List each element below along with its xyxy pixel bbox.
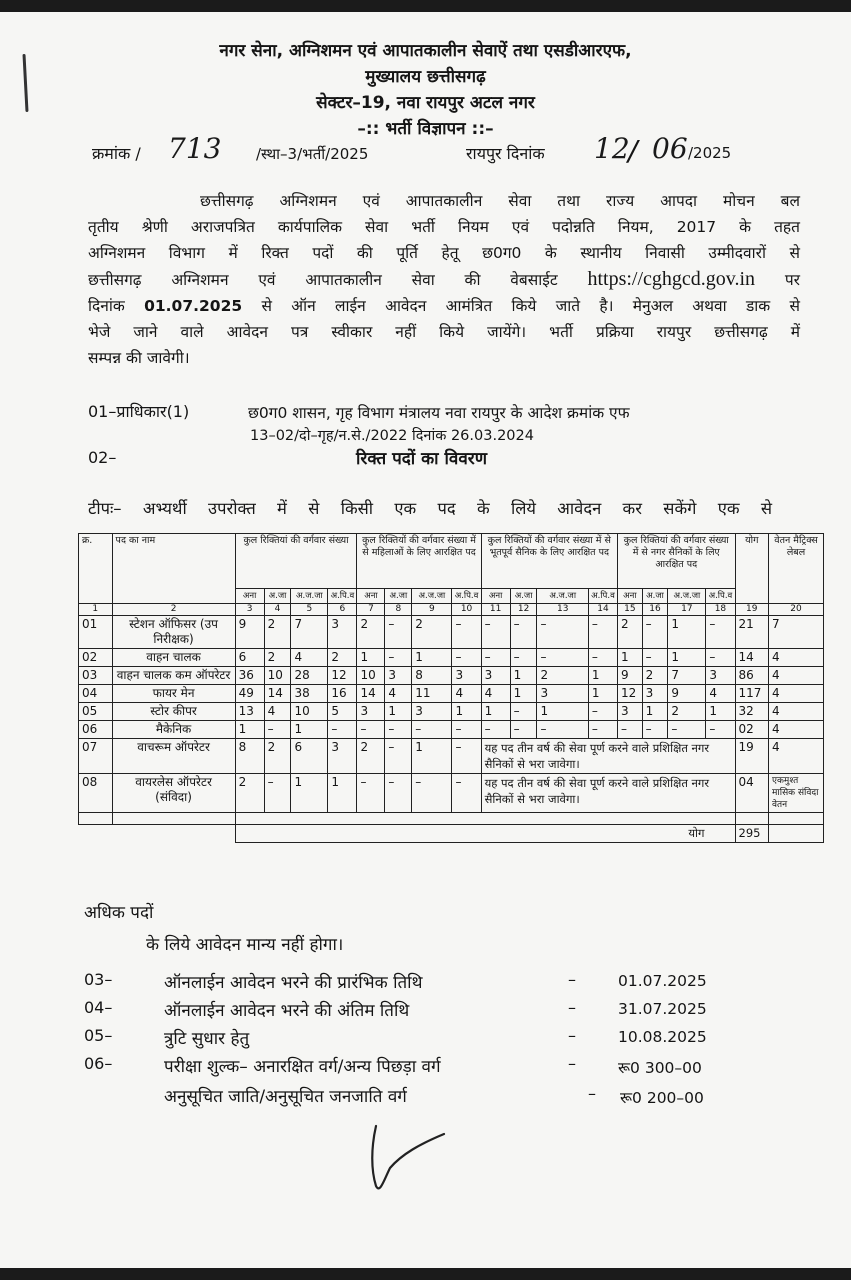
row-homeguard-value: – [668,721,706,739]
screen-bottom-bar [0,1268,851,1280]
row-post-name: स्टेशन ऑफिसर (उप निरीक्षक) [112,616,235,649]
intro-line-2: तृतीय श्रेणी अराजपत्रित कार्यपालिक सेवा भर्ती नियम एवं पदोन्नति नियम, 2017 के तहत [88,218,800,236]
col-total-header: कुल रिक्तियां की वर्गवार संख्या [235,534,357,589]
row-homeguard-value: 3 [618,703,643,721]
table-row [79,774,824,813]
row-sno: 01 [79,616,113,649]
row-total-value: 3 [328,739,357,774]
cat-label: अ.पि.व [588,589,617,604]
row-women-value: 2 [357,739,385,774]
row-pay-level: 4 [769,667,824,685]
document-page [0,12,851,1268]
row-sum: 14 [735,649,769,667]
row-homeguard-value: 2 [668,703,706,721]
row-total-value: 1 [291,774,328,813]
intro-start-date: 01.07.2025 [144,297,243,315]
schedule-item-number: 05– [84,1026,113,1045]
row-women-value: 4 [452,685,481,703]
row-homeguard-value: – [642,616,668,649]
row-pay-level: एकमुश्त मासिक संविदा वेतन [769,774,824,813]
row-total-value: 3 [328,616,357,649]
ref-number-handwritten: 713 [168,132,222,165]
row-homeguard-value: 9 [618,667,643,685]
col-pay-header: वेतन मैट्रिक्स लेबल [769,534,824,604]
notice-title: –:: भर्ती विज्ञापन ::– [357,119,494,139]
column-number: 3 [235,604,264,616]
col-post-header: पद का नाम [112,534,235,604]
row-total-value: 2 [235,774,264,813]
schedule-item-label: अनुसूचित जाति/अनुसूचित जनजाति वर्ग [164,1087,407,1107]
total-row [79,825,824,843]
row-sum: 04 [735,774,769,813]
schedule-item-dash: – [568,1026,576,1045]
intro-line-5-text: से ऑन लाईन आवेदन आमंत्रित किये जाते है। मेनुअल अथवा डाक से [261,297,800,315]
intro-line-4-text: छत्तीसगढ़ अग्निशमन एवं आपातकालीन सेवा की वेबसाईट [88,271,558,289]
intro-line-4-end: पर [784,271,800,289]
row-exservice-value: 1 [588,685,617,703]
row-post-name: वाहन चालक [112,649,235,667]
schedule-item-value: 31.07.2025 [618,1000,707,1018]
row-pay-level: 4 [769,721,824,739]
row-homeguard-value: 9 [668,685,706,703]
table-row [79,616,824,649]
table-row [79,721,824,739]
row-sum: 32 [735,703,769,721]
row-homeguard-value: 12 [618,685,643,703]
row-post-name: वायरलेस ऑपरेटर (संविदा) [112,774,235,813]
column-number: 10 [452,604,481,616]
row-women-value: 1 [412,739,452,774]
row-pay-level: 4 [769,703,824,721]
schedule-item-number: 03– [84,970,113,989]
row-homeguard-value: 1 [706,703,735,721]
row-homeguard-value: 1 [642,703,668,721]
row-post-name: स्टोर कीपर [112,703,235,721]
row-homeguard-value: – [706,721,735,739]
row-homeguard-value: 7 [668,667,706,685]
schedule-item-value: रू0 200–00 [620,1089,704,1107]
column-number: 2 [112,604,235,616]
row-women-value: – [412,774,452,813]
row-women-value: – [385,739,412,774]
row-women-value: 1 [412,649,452,667]
row-exservice-value: – [537,616,588,649]
column-number: 5 [291,604,328,616]
cat-label: अ.ज.जा [537,589,588,604]
row-total-value: 2 [264,739,291,774]
column-number: 12 [510,604,537,616]
row-total-value: 6 [235,649,264,667]
row-women-value: 10 [357,667,385,685]
column-number: 15 [618,604,643,616]
row-total-value: 7 [291,616,328,649]
address-line: सेक्टर–19, नवा रायपुर अटल नगर [316,93,535,113]
table-row [79,739,824,774]
schedule-item-dash: – [568,970,576,989]
row-women-value: – [385,721,412,739]
row-exservice-value: 1 [481,703,510,721]
row-exservice-value: 1 [588,667,617,685]
more-posts-line-2: के लिये आवेदन मान्य नहीं होगा। [146,935,344,955]
more-posts-text: अधिक पदों [84,903,154,923]
row-total-value: 49 [235,685,264,703]
cat-label: अ.जा [510,589,537,604]
cat-label: अ.जा [642,589,668,604]
schedule-item-dash: – [588,1084,596,1103]
row-sno: 08 [79,774,113,813]
table-row [79,667,824,685]
date-slash: / [628,134,638,167]
row-total-value: 14 [264,685,291,703]
cat-label: अ.ज.जा [668,589,706,604]
column-number: 16 [642,604,668,616]
row-exservice-value: – [510,703,537,721]
column-number: 17 [668,604,706,616]
row-exservice-value: – [537,721,588,739]
blank-cell [769,813,824,825]
blank-cell [112,813,235,825]
row-total-value: 13 [235,703,264,721]
row-total-value: 38 [291,685,328,703]
column-number: 11 [481,604,510,616]
row-post-name: वाचरूम ऑपरेटर [112,739,235,774]
row-total-value: – [264,721,291,739]
row-homeguard-value: 3 [706,667,735,685]
col-homeguard-header: कुल रिक्तियां की वर्गवार संख्या में से नगर सैनिकों के लिए आरक्षित पद [618,534,735,589]
schedule-item-label: परीक्षा शुल्क– अनारक्षित वर्ग/अन्य पिछड़ा वर्ग [164,1057,441,1077]
row-exservice-value: – [537,649,588,667]
column-number: 19 [735,604,769,616]
row-women-value: 3 [357,703,385,721]
row-exservice-value: – [481,721,510,739]
schedule-item-label: त्रुटि सुधार हेतु [164,1029,250,1049]
row-exservice-value: 1 [510,667,537,685]
vacancy-table [78,533,824,843]
row-total-value: 2 [264,616,291,649]
row-total-value: 4 [291,649,328,667]
cat-label: अ.ज.जा [291,589,328,604]
date-day-handwritten: 12 [594,132,630,165]
schedule-item-label: ऑनलाईन आवेदन भरने की अंतिम तिथि [164,1001,410,1021]
column-number: 9 [412,604,452,616]
total-label: योग [235,825,735,843]
column-number: 7 [357,604,385,616]
row-women-value: 3 [412,703,452,721]
row-pay-level: 4 [769,685,824,703]
row-women-value: 1 [357,649,385,667]
row-women-value: 8 [412,667,452,685]
cat-label: अ.ज.जा [412,589,452,604]
row-sno: 05 [79,703,113,721]
row-post-name: वाहन चालक कम ऑपरेटर [112,667,235,685]
row-women-value: – [385,616,412,649]
row-sno: 06 [79,721,113,739]
row-women-value: 2 [357,616,385,649]
row-exservice-value: 1 [510,685,537,703]
website-link[interactable]: https://cghgcd.gov.in [587,268,756,290]
col-exservice-header: कुल रिक्तियों की वर्गवार संख्या में से भूतपूर्व सैनिक के लिए आरक्षित पद [481,534,617,589]
row-women-value: 3 [452,667,481,685]
cat-label: अ.पि.व [328,589,357,604]
row-note: यह पद तीन वर्ष की सेवा पूर्ण करने वाले प्रशिक्षित नगर सैनिकों से भरा जावेगा। [481,739,735,774]
row-women-value: – [452,739,481,774]
row-total-value: 5 [328,703,357,721]
row-homeguard-value: 2 [618,616,643,649]
column-number: 8 [385,604,412,616]
table-row [79,685,824,703]
blank-cell [79,813,113,825]
cat-label: अना [235,589,264,604]
row-total-value: 8 [235,739,264,774]
row-homeguard-value: – [706,649,735,667]
cat-label: अना [357,589,385,604]
row-women-value: 4 [385,685,412,703]
row-total-value: – [264,774,291,813]
blank-row [79,813,824,825]
row-homeguard-value: 3 [642,685,668,703]
intro-line-7: सम्पन्न की जावेगी। [88,349,190,367]
row-sno: 04 [79,685,113,703]
row-post-name: मैकेनिक [112,721,235,739]
row-women-value: 1 [385,703,412,721]
row-women-value: 11 [412,685,452,703]
row-exservice-value: – [510,616,537,649]
row-homeguard-value: – [642,649,668,667]
column-number: 6 [328,604,357,616]
cat-label: अना [618,589,643,604]
row-homeguard-value: 1 [668,649,706,667]
row-total-value: 1 [328,774,357,813]
row-total-value: 1 [235,721,264,739]
blank-cell [735,813,769,825]
row-total-value: 2 [328,649,357,667]
row-total-value: 10 [291,703,328,721]
table-row [79,649,824,667]
intro-paragraph [88,188,800,371]
row-sum: 117 [735,685,769,703]
blank-cell [235,813,735,825]
screen-top-bar [0,0,851,12]
row-exservice-value: 3 [537,685,588,703]
row-women-value: – [452,616,481,649]
total-pay-cell [769,825,824,843]
schedule-item-label: ऑनलाईन आवेदन भरने की प्रारंभिक तिथि [164,973,423,993]
row-women-value: 1 [452,703,481,721]
schedule-item-number: 04– [84,998,113,1017]
column-number: 14 [588,604,617,616]
intro-line-4 [88,266,800,293]
vacancy-table-body [79,616,824,813]
col-women-header: कुल रिक्तियों की वर्गवार संख्या में से महिलाओं के लिए आरक्षित पद [357,534,481,589]
row-exservice-value: – [588,703,617,721]
row-women-value: – [385,774,412,813]
row-women-value: 2 [412,616,452,649]
cat-label: अ.जा [264,589,291,604]
row-homeguard-value: – [618,721,643,739]
row-exservice-value: – [510,649,537,667]
row-homeguard-value: – [642,721,668,739]
row-homeguard-value: 1 [618,649,643,667]
intro-date-label: दिनांक [88,297,125,315]
row-sno: 07 [79,739,113,774]
date-month-handwritten: 06 [652,132,688,165]
vacancy-details-title: रिक्त पदों का विवरण [356,449,488,469]
schedule-item-dash: – [568,998,576,1017]
row-total-value: 2 [264,649,291,667]
column-number: 20 [769,604,824,616]
table-row [79,703,824,721]
col-sno-header: क्र. [79,534,113,604]
cat-label: अना [481,589,510,604]
ref-code: /स्था–3/भर्ती/2025 [256,145,369,163]
column-number: 18 [706,604,735,616]
row-total-value: 9 [235,616,264,649]
column-number-row [79,604,824,616]
row-exservice-value: 2 [537,667,588,685]
row-pay-level: 4 [769,649,824,667]
row-homeguard-value: – [706,616,735,649]
row-sum: 21 [735,616,769,649]
row-sno: 02 [79,649,113,667]
authority-line-1: छ0ग0 शासन, गृह विभाग मंत्रालय नवा रायपुर के आदेश क्रमांक एफ [248,404,630,422]
intro-line-3: अग्निशमन विभाग में रिक्त पदों की पूर्ति हेतू छ0ग0 के स्थानीय निवासी उम्मीदवारों से [88,244,800,262]
row-women-value: 3 [385,667,412,685]
row-women-value: – [452,649,481,667]
row-homeguard-value: 1 [668,616,706,649]
row-pay-level: 7 [769,616,824,649]
cat-label: अ.पि.व [706,589,735,604]
row-women-value: 14 [357,685,385,703]
authority-line-2: 13–02/दो–गृह/न.से./2022 दिनांक 26.03.2024 [250,428,534,444]
schedule-item-value: 10.08.2025 [618,1028,707,1046]
row-exservice-value: – [481,649,510,667]
ref-label: क्रमांक / [92,144,141,163]
col-sum-header: योग [735,534,769,604]
authority-label: 01–प्राधिकार(1) [88,402,190,421]
row-exservice-value: 3 [481,667,510,685]
row-homeguard-value: 2 [642,667,668,685]
row-women-value: – [412,721,452,739]
row-note: यह पद तीन वर्ष की सेवा पूर्ण करने वाले प्रशिक्षित नगर सैनिकों से भरा जावेगा। [481,774,735,813]
row-pay-level: 4 [769,739,824,774]
table-header-row [79,534,824,589]
org-name-line: नगर सेना, अग्निशमन एवं आपातकालीन सेवाऐं तथा एसडीआरएफ, [219,41,632,61]
row-exservice-value: – [510,721,537,739]
row-total-value: 28 [291,667,328,685]
row-post-name: फायर मेन [112,685,235,703]
intro-line-6: भेजे जाने वाले आवेदन पत्र स्वीकार नहीं किये जायेंगे। भर्ती प्रक्रिया रायपुर छत्तीसगढ़ में [88,323,800,341]
row-total-value: 10 [264,667,291,685]
row-exservice-value: – [588,649,617,667]
schedule-item-value: रू0 300–00 [618,1059,702,1077]
column-number: 13 [537,604,588,616]
cat-label: अ.जा [385,589,412,604]
total-row-spacer [79,825,236,843]
cat-label: अ.पि.व [452,589,481,604]
row-women-value: – [357,774,385,813]
row-total-value: 1 [291,721,328,739]
row-exservice-value: 4 [481,685,510,703]
row-exservice-value: – [481,616,510,649]
row-women-value: – [385,649,412,667]
row-sum: 19 [735,739,769,774]
row-total-value: 4 [264,703,291,721]
hq-line: मुख्यालय छत्तीसगढ़ [365,67,486,87]
column-number: 4 [264,604,291,616]
row-total-value: 12 [328,667,357,685]
column-number: 1 [79,604,113,616]
row-total-value: 16 [328,685,357,703]
row-women-value: – [357,721,385,739]
row-exservice-value: 1 [537,703,588,721]
row-sum: 02 [735,721,769,739]
date-label: रायपुर दिनांक [466,144,545,163]
intro-line-5 [88,293,800,319]
row-women-value: – [452,774,481,813]
row-total-value: – [328,721,357,739]
row-total-value: 6 [291,739,328,774]
row-women-value: – [452,721,481,739]
tip-line: टीपः– अभ्यर्थी उपरोक्त में से किसी एक पद के लिये आवेदन कर सकेंगे एक से [88,499,772,518]
intro-line-1: छत्तीसगढ़ अग्निशमन एवं आपातकालीन सेवा तथा राज्य आपदा मोचन बल [200,192,800,210]
schedule-item-dash: – [568,1054,576,1073]
schedule-item-value: 01.07.2025 [618,972,707,990]
section-2-label: 02– [88,448,117,467]
row-exservice-value: – [588,616,617,649]
row-homeguard-value: 4 [706,685,735,703]
row-exservice-value: – [588,721,617,739]
grand-total: 295 [735,825,769,843]
signature [362,1120,452,1200]
schedule-item-number: 06– [84,1054,113,1073]
row-sno: 03 [79,667,113,685]
row-sum: 86 [735,667,769,685]
row-total-value: 36 [235,667,264,685]
date-year: /2025 [688,144,732,162]
